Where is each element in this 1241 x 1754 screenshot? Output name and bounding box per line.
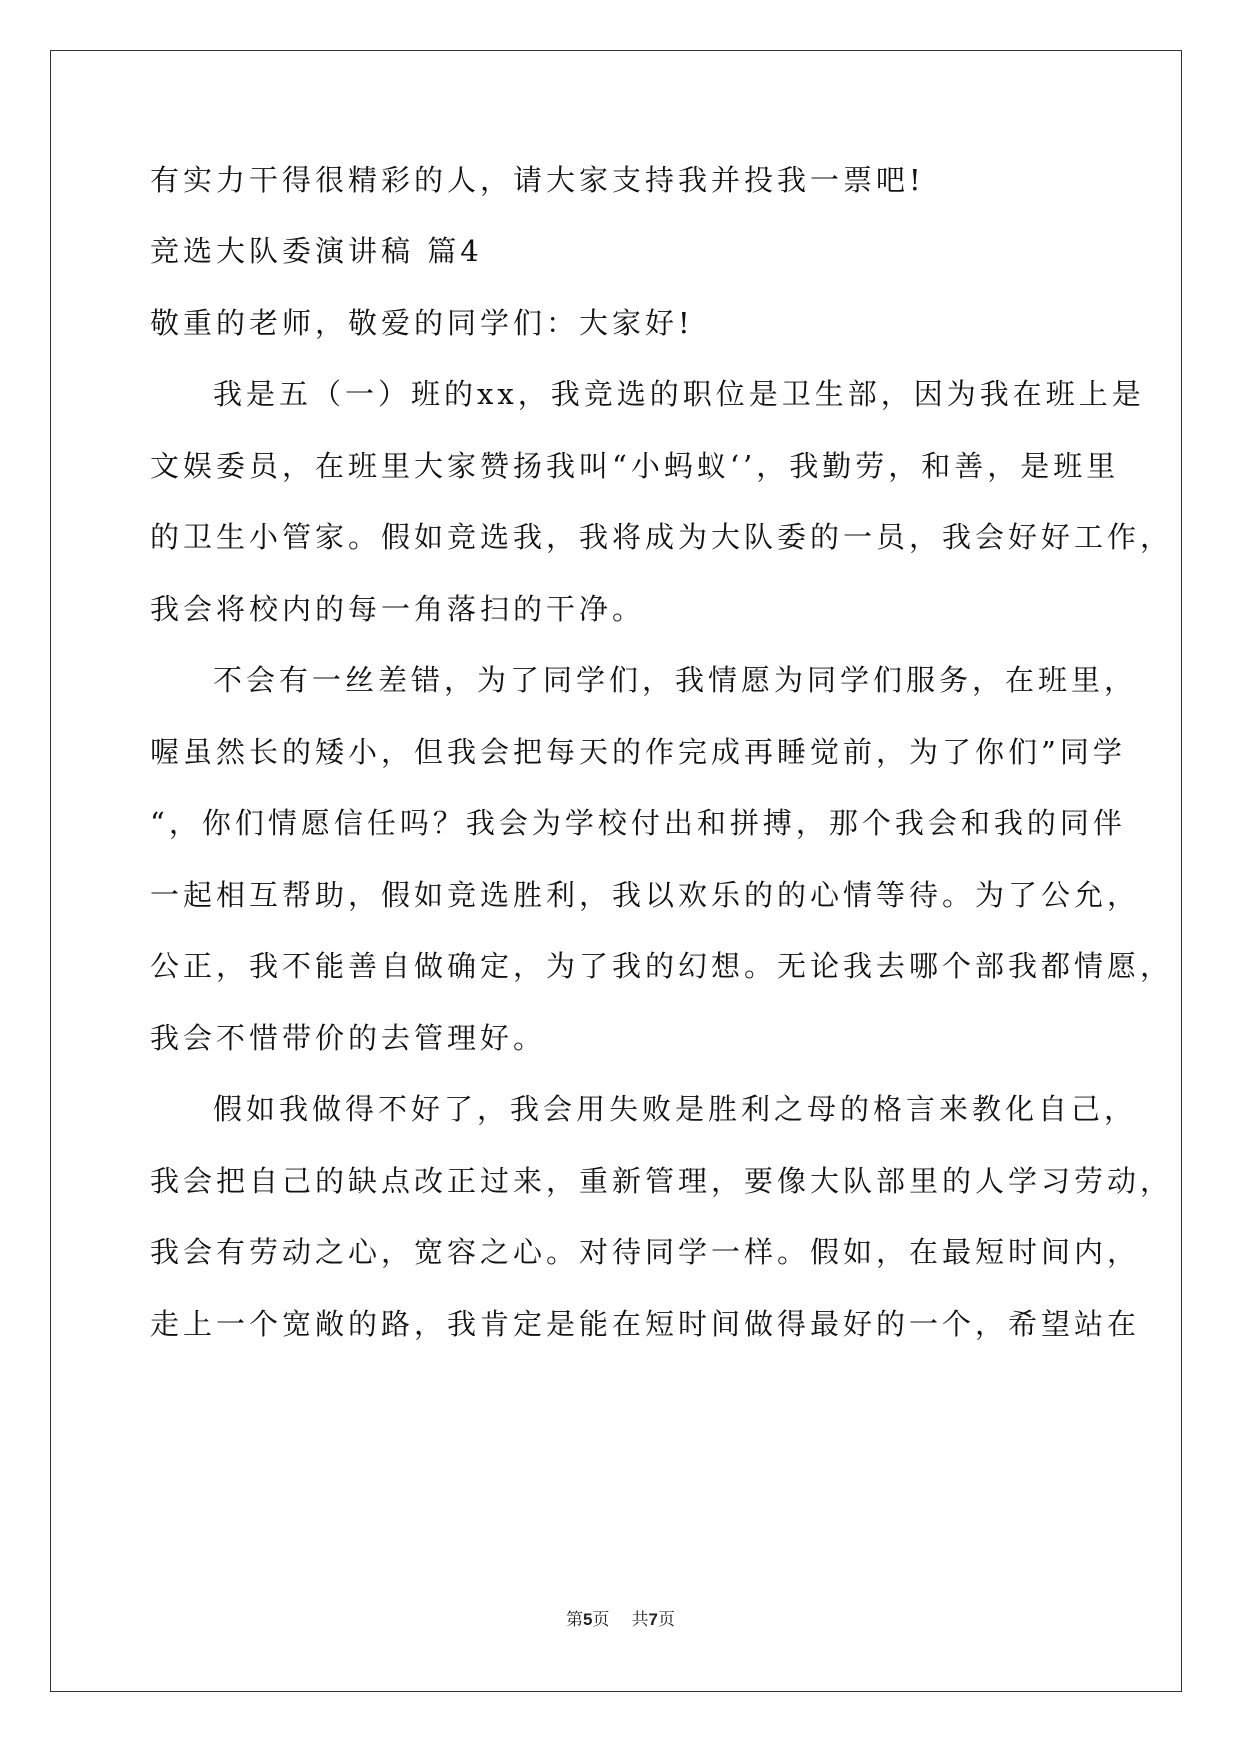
paragraph-line: 我会将校内的每一角落扫的干净。: [150, 592, 646, 626]
paragraph-line: 我是五（一）班的xx，我竞选的职位是卫生部，因为我在班上是: [213, 377, 1145, 411]
page-prefix: 第: [566, 1610, 584, 1630]
paragraph-line: 走上一个宽敞的路，我肯定是能在短时间做得最好的一个，希望站在: [150, 1307, 1141, 1341]
section-heading: 竞选大队委演讲稿 篇4: [150, 234, 483, 268]
paragraph-line: 假如我做得不好了，我会用失败是胜利之母的格言来教化自己，: [213, 1092, 1138, 1126]
salutation: 敬重的老师，敬爱的同学们：大家好!: [150, 306, 694, 340]
paragraph-line: 不会有一丝差错，为了同学们，我情愿为同学们服务，在班里，: [213, 663, 1138, 697]
paragraph-line: 的卫生小管家。假如竞选我，我将成为大队委的一员，我会好好工作，: [150, 520, 1174, 554]
total-prefix: 共: [631, 1610, 649, 1630]
paragraph-line: 文娱委员，在班里大家赞扬我叫“小蚂蚁‘’，我勤劳，和善，是班里: [150, 449, 1120, 483]
total-unit: 页: [657, 1610, 675, 1630]
paragraph-line: “，你们情愿信任吗？我会为学校付出和拼搏，那个我会和我的同伴: [150, 806, 1126, 840]
paragraph-line: 公正，我不能善自做确定，为了我的幻想。无论我去哪个部我都情愿，: [150, 949, 1174, 983]
paragraph-line: 我会把自己的缺点改正过来，重新管理，要像大队部里的人学习劳动，: [150, 1164, 1174, 1198]
paragraph-line: 喔虽然长的矮小，但我会把每天的作完成再睡觉前，为了你们”同学: [150, 735, 1126, 769]
paragraph-line: 我会不惜带价的去管理好。: [150, 1021, 547, 1055]
page-footer: [0, 1608, 1241, 1632]
text-line: 有实力干得很精彩的人，请大家支持我并投我一票吧!: [150, 163, 925, 197]
page-border: [50, 50, 1182, 1692]
paragraph-line: 我会有劳动之心，宽容之心。对待同学一样。假如，在最短时间内，: [150, 1235, 1141, 1269]
page-unit: 页: [592, 1610, 610, 1630]
page-current: 5: [583, 1610, 593, 1629]
page-total: 7: [648, 1610, 658, 1629]
paragraph-line: 一起相互帮助，假如竞选胜利，我以欢乐的的心情等待。为了公允，: [150, 878, 1141, 912]
